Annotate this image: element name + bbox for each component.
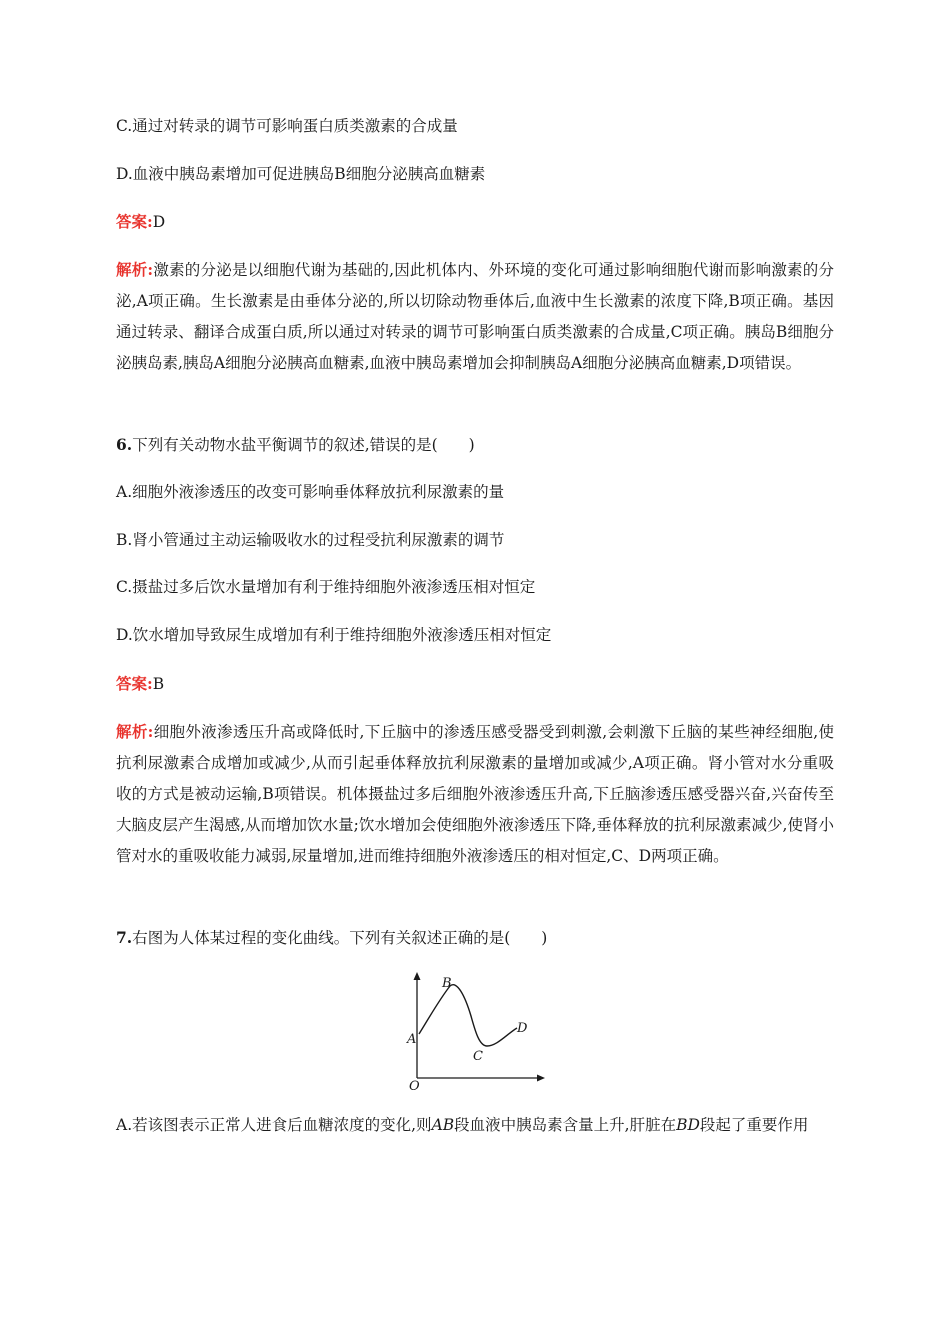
analysis-label: 解析: [116, 260, 154, 279]
option-a-text-2: 段血液中胰岛素含量上升,肝脏在 [454, 1116, 677, 1134]
q6-option-d: D.饮水增加导致尿生成增加有利于维持细胞外液渗透压相对恒定 [116, 626, 552, 644]
question-number: 7. [116, 928, 133, 947]
label-d: D [517, 1021, 528, 1036]
option-a-text-1: A.若该图表示正常人进食后血糖浓度的变化,则 [116, 1116, 432, 1134]
analysis-label: 解析: [116, 722, 154, 741]
label-c: C [473, 1049, 483, 1064]
segment-bd: BD [676, 1116, 700, 1134]
q6-option-a: A.细胞外液渗透压的改变可影响垂体释放抗利尿激素的量 [116, 483, 505, 501]
q5-option-d: D.血液中胰岛素增加可促进胰岛B细胞分泌胰高血糖素 [116, 165, 486, 183]
change-curve [419, 985, 517, 1046]
q6-answer [116, 673, 836, 695]
q6-option-c: C.摄盐过多后饮水量增加有利于维持细胞外液渗透压相对恒定 [116, 578, 536, 596]
q6-analysis [116, 716, 834, 872]
y-axis-arrow [414, 972, 421, 980]
curve-figure [405, 968, 550, 1093]
answer-value: D [152, 213, 166, 231]
x-axis-arrow [537, 1075, 545, 1082]
answer-label: 答案: [116, 212, 153, 231]
answer-label: 答案: [116, 674, 153, 693]
option-a-text-3: 段起了重要作用 [699, 1116, 809, 1134]
q5-analysis [116, 254, 834, 379]
label-a: A [407, 1032, 417, 1047]
q7-stem [116, 927, 836, 949]
question-text: 下列有关动物水盐平衡调节的叙述,错误的是( ) [132, 436, 475, 454]
question-number: 6. [116, 435, 133, 454]
analysis-text: 细胞外液渗透压升高或降低时,下丘脑中的渗透压感受器受到刺激,会刺激下丘脑的某些神经细胞,使抗利尿激素合成增加或减少,从而引起垂体释放抗利尿激素的量增加或减少,A项正确。肾小管对水分重吸收的方式是被动运输,B项错误。机体摄盐过多后细胞外液渗透压升高,下丘脑渗透压感受器兴奋,兴奋传至大脑皮层产生渴感,从而增加饮水量;饮水增加会使细胞外液渗透压下降,垂体释放的抗利尿激素减少,使肾小管对水的重吸收能力减弱,尿量增加,进而维持细胞外液渗透压的相对恒定,C、D两项正确。 [116, 723, 834, 865]
question-text: 右图为人体某过程的变化曲线。下列有关叙述正确的是( ) [132, 929, 548, 947]
answer-value: B [152, 675, 165, 693]
q7-option-a [116, 1110, 834, 1141]
label-b: B [442, 976, 452, 991]
label-o: O [409, 1079, 420, 1093]
analysis-text: 激素的分泌是以细胞代谢为基础的,因此机体内、外环境的变化可通过影响细胞代谢而影响激素的分泌,A项正确。生长激素是由垂体分泌的,所以切除动物垂体后,血液中生长激素的浓度下降,B项正确。基因通过转录、翻译合成蛋白质,所以通过对转录的调节可影响蛋白质类激素的合成量,C项正确。胰岛B细胞分泌胰岛素,胰岛A细胞分泌胰高血糖素,血液中胰岛素增加会抑制胰岛A细胞分泌胰高血糖素,D项错误。 [116, 261, 834, 372]
q5-option-c: C.通过对转录的调节可影响蛋白质类激素的合成量 [116, 117, 458, 135]
curve-diagram [405, 968, 550, 1093]
q5-answer [116, 211, 836, 233]
q6-stem [116, 434, 836, 456]
segment-ab: AB [431, 1116, 455, 1134]
q6-option-b: B.肾小管通过主动运输吸收水的过程受抗利尿激素的调节 [116, 531, 505, 549]
